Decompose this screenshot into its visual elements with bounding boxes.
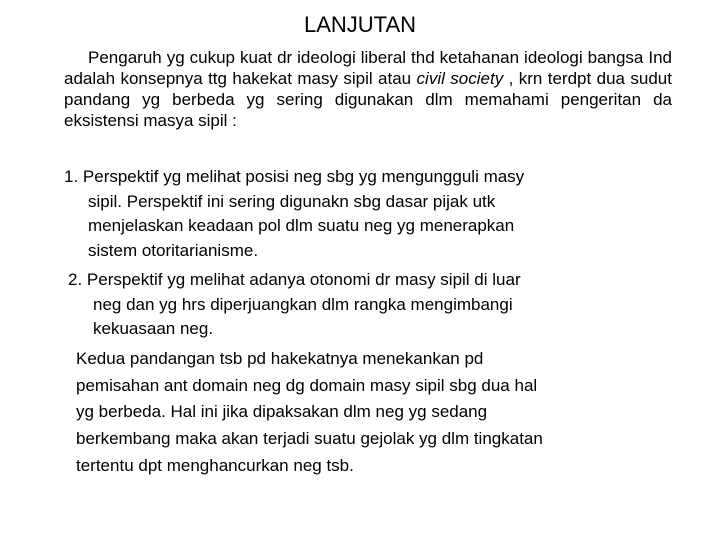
intro-paragraph (64, 47, 672, 131)
item-1-line-1: 1. Perspektif yg melihat posisi neg sbg yg mengungguli masy (64, 167, 525, 186)
conclusion-line-4: berkembang maka akan terjadi suatu gejolak yg dlm tingkatan (76, 429, 543, 449)
perspective-item-2 (68, 268, 708, 342)
intro-text-part-1: Pengaruh yg cukup kuat dr ideologi liberal thd ketahanan ideologi bangsa Ind adalah konsepnya ttg hakekat masy sipil atau (64, 48, 672, 88)
item-2-line-1: 2. Perspektif yg melihat adanya otonomi dr masy sipil di luar (68, 270, 521, 289)
conclusion-line-1: Kedua pandangan tsb pd hakekatnya menekankan pd (76, 349, 484, 368)
item-2-line-3: kekuasaan neg. (93, 319, 214, 338)
item-2-line-2: neg dan yg hrs diperjuangkan dlm rangka mengimbangi (93, 294, 513, 314)
item-1-line-4: sistem otoritarianisme. (88, 240, 259, 260)
conclusion-line-3: yg berbeda. Hal ini jika dipaksakan dlm neg yg sedang (76, 402, 488, 422)
conclusion-line-2: pemisahan ant domain neg dg domain masy sipil sbg dua hal (76, 375, 538, 395)
item-1-line-3: menjelaskan keadaan pol dlm suatu neg yg menerapkan (88, 216, 515, 235)
intro-text-part-2: , krn terdpt dua sudut pandang yg berbeda yg sering digunakan dlm memahami pengeritan da eksistensi masya sipil : (64, 69, 672, 130)
item-1-line-2: sipil. Perspektif ini sering digunakn sbg dasar pijak utk (88, 191, 496, 211)
intro-term-civil-society: civil society (416, 69, 504, 88)
perspective-item-1 (64, 165, 704, 263)
conclusion-line-5: tertentu dpt menghancurkan neg tsb. (76, 455, 354, 475)
slide-title: LANJUTAN (303, 12, 417, 37)
conclusion-paragraph (76, 346, 676, 480)
